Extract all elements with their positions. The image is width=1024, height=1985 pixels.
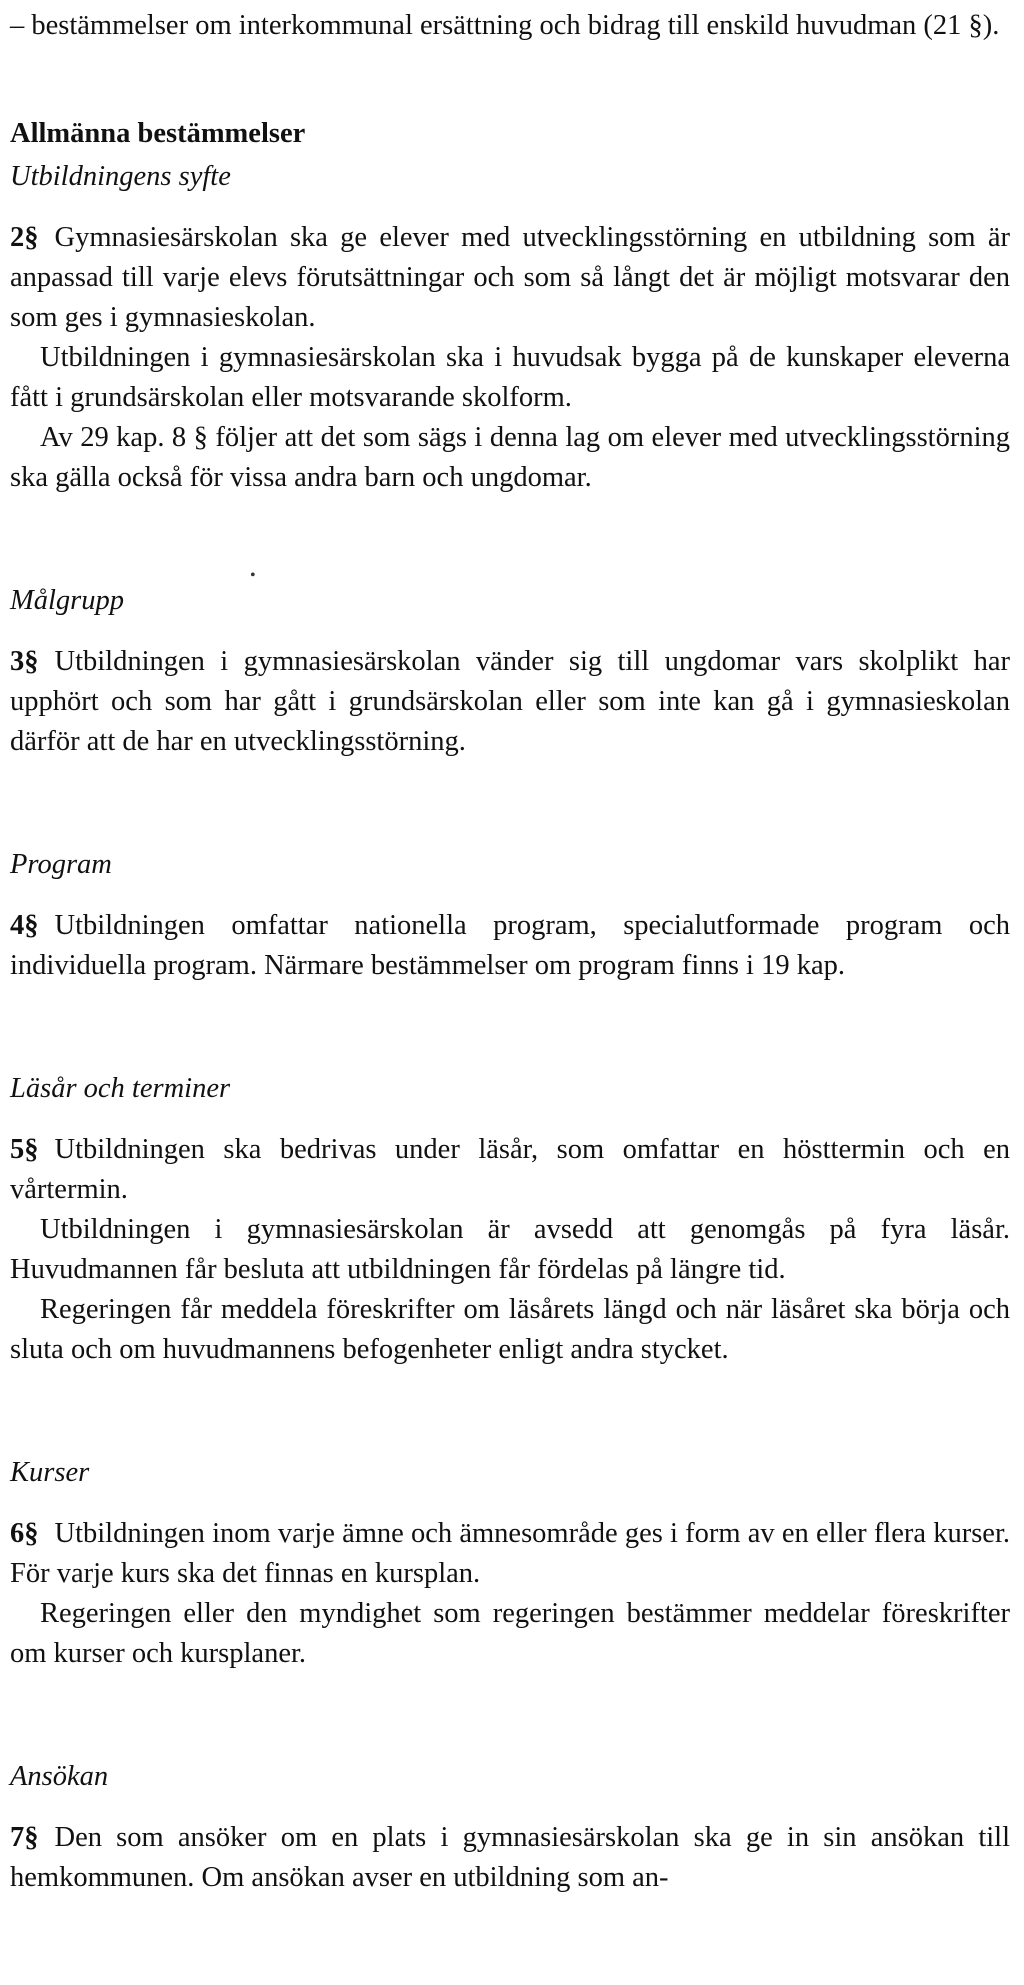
section-3 [10,580,1010,762]
paragraph-text: Utbildningen inom varje ämne och ämnesområde ges i form av en eller flera kurser. För varje kurs ska det finnas en kursplan. [10,1518,1010,1589]
paragraph-number: 2 [10,222,25,253]
section-4 [10,844,1010,986]
section-sign: § [24,222,39,253]
section-5 [10,1068,1010,1370]
section-sign: § [24,1518,39,1549]
paragraph-text: Utbildningen i gymnasiesärskolan vänder sig till ungdomar vars skolplikt har upphört och som har gått i grundsärskolan eller som inte kan gå i gymnasieskolan därför att de har en utvecklingsstörning. [10,646,1010,757]
paragraph: Regeringen eller den myndighet som regeringen bestämmer meddelar föreskrifter om kurser och kursplaner. [10,1598,1010,1669]
paragraph [10,906,1010,986]
section-2 [10,156,1010,498]
paragraph-number: 3 [10,646,25,677]
section-heading: Ansökan [10,1761,109,1792]
paragraph-number: 6 [10,1518,25,1549]
section-sign: § [24,646,39,677]
section-heading: Läsår och terminer [10,1073,231,1104]
paragraph: Av 29 kap. 8 § följer att det som sägs i denna lag om elever med utvecklingsstörning ska gälla också för vissa andra barn och ungdomar. [10,422,1010,493]
section-6 [10,1452,1010,1674]
paragraph-text: Utbildningen omfattar nationella program, specialutformade program och individuella program. Närmare bestämmelser om program finns i 19 kap. [10,910,1010,981]
paragraph-text: Utbildningen ska bedrivas under läsår, som omfattar en hösttermin och en vårtermin. [10,1134,1010,1205]
paragraph [10,218,1010,338]
paragraph-text: Gymnasiesärskolan ska ge elever med utvecklingsstörning en utbildning som är anpassad till varje elevs förutsättningar och som så långt det är möjligt motsvarar den som ges i gymnasieskolan. [10,222,1010,333]
intro-text: – bestämmelser om interkommunal ersättning och bidrag till enskild huvudman (21 §). [10,10,1000,41]
paragraph: Utbildningen i gymnasiesärskolan är avsedd att genomgås på fyra läsår. Huvudmannen får besluta att utbildningen får fördelas på längre tid. [10,1214,1010,1285]
section-sign: § [24,1822,39,1853]
paragraph [10,642,1010,762]
paragraph [10,1514,1010,1594]
paragraph: Utbildningen i gymnasiesärskolan ska i huvudsak bygga på de kunskaper eleverna fått i grundsärskolan eller motsvarande skolform. [10,342,1010,413]
paragraph-number: 4 [10,910,25,941]
section-heading: Kurser [10,1457,90,1488]
main-heading: Allmänna bestämmelser [10,118,306,149]
scan-speck: • [250,567,256,584]
section-sign: § [24,1134,39,1165]
section-heading: Utbildningens syfte [10,161,231,192]
paragraph-number: 5 [10,1134,25,1165]
section-sign: § [24,910,39,941]
section-7 [10,1756,1010,1898]
paragraph [10,1818,1010,1898]
paragraph-number: 7 [10,1822,25,1853]
document-page [10,6,1010,1898]
paragraph [10,1130,1010,1210]
paragraph: Regeringen får meddela föreskrifter om läsårets längd och när läsåret ska börja och sluta och om huvudmannens befogenheter enligt andra stycket. [10,1294,1010,1365]
section-heading: Program [10,849,112,880]
paragraph-text: Den som ansöker om en plats i gymnasiesärskolan ska ge in sin ansökan till hemkommunen. Om ansökan avser en utbildning som an- [10,1822,1010,1893]
section-heading: Målgrupp [10,585,124,616]
